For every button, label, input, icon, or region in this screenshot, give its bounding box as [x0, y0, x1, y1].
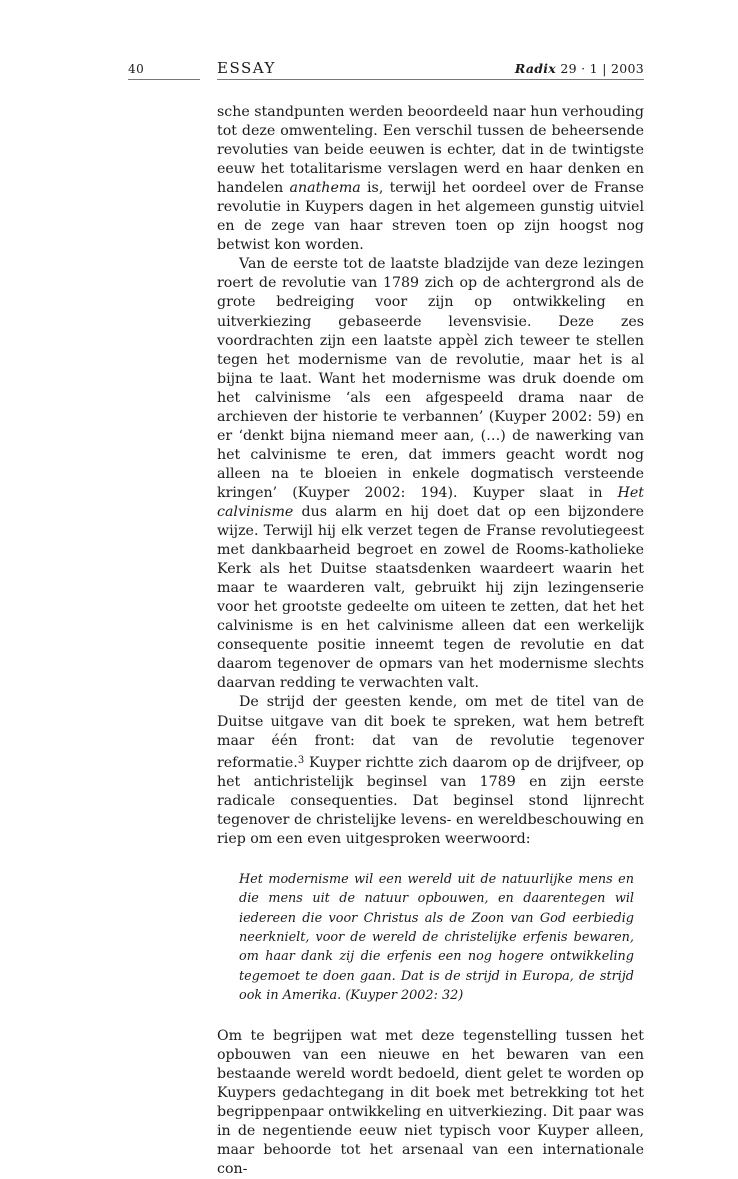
paragraph-2 [217, 255, 644, 693]
paragraph-2-italic: Het calvinisme [217, 484, 644, 520]
running-head [515, 61, 644, 76]
paragraph-1 [217, 103, 644, 255]
section-label: ESSAY [217, 59, 276, 77]
article-body [217, 103, 644, 1179]
paragraph-2-text-end: dus alarm en hij doet dat op een bijzondere wijze. Terwijl hij elk verzet tegen de Franse revolutiegeest met dankbaarheid begroet en zowel de Rooms-katholieke Kerk als het Duitse staatsdenken waardeert waarin het maar te waarderen valt, gebruikt hij zijn lezingenserie voor het grootste gedeelte om uiteen te zetten, dat het het calvinisme is en het calvinisme alleen dat een werkelijk consequente positie inneemt tegen de revolutie en dat daarom tegenover de opmars van het modernisme slechts daarvan redding te verwachten valt. [217, 503, 644, 692]
paragraph-2-text: Van de eerste tot de laatste bladzijde van deze lezingen roert de revolutie van 1789 zich op de achtergrond als de grote bedreiging voor zijn op ontwikkeling en uitverkiezing gebaseerde levensvisie. Deze zes voordrachten zijn een laatste appèl zich teweer te stellen tegen het modernisme van de revolutie, maar het is al bijna te laat. Want het modernisme was druk doende om het calvinisme ‘als een afgespeeld drama naar de archieven der historie te verbannen’ (Kuyper 2002: 59) en er ‘denkt bijna niemand meer aan, (…) de nawerking van het calvinisme te eren, dat immers geacht wordt nog alleen na te bloeien in enkele dogmatisch versteende kringen’ (Kuyper 2002: 194). Kuyper slaat in [217, 256, 644, 501]
block-quote [239, 870, 634, 1006]
paragraph-3-text-end: Kuyper richtte zich daarom op de drijfveer, op het antichristelijk beginsel van 1789 en zijn eerste radicale consequenties. Dat beginsel stond lijnrecht tegenover de christelijke levens- en wereldbeschouwing en riep om een even uitgesproken weerwoord: [217, 754, 644, 847]
page-number: 40 [128, 62, 145, 76]
header-rule-right [217, 79, 644, 80]
journal-title: Radix [514, 61, 557, 76]
footnote-marker: 3 [297, 754, 305, 766]
paragraph-1-italic: anathema [289, 180, 361, 197]
paragraph-1-text-end: is, terwijl het oordeel over de Franse revolutie in Kuypers dagen in het algemeen gunstig uitviel en de zege van haar streven toen op zijn hoogst nog betwist kon worden. [217, 180, 644, 254]
paragraph-3-text: De strijd der geesten kende, om met de titel van de Duitse uitgave van dit boek te spreken, wat hem betreft maar één front: dat van de revolutie tegenover reformatie. [217, 694, 644, 771]
header-rule-left [128, 79, 200, 80]
paragraph-3 [217, 693, 644, 848]
paragraph-1-text: sche standpunten werden beoordeeld naar hun verhouding tot deze omwenteling. Een verschil tussen de beheersende revoluties van beide eeuwen is echter, dat in de twintigste eeuw het totalitarisme verslagen werd en haar denken en handelen [217, 104, 644, 197]
paragraph-4: Om te begrijpen wat met deze tegenstelling tussen het opbouwen van een nieuwe en het bewaren van een bestaande wereld wordt bedoeld, dient gelet te worden op Kuypers gedachtegang in dit boek met betrekking tot het begrippenpaar ontwikkeling en uitverkiezing. Dit paar was in de negentiende eeuw niet typisch voor Kuyper alleen, maar behoorde tot het arsenaal van een internationale con- [217, 1027, 644, 1177]
journal-issue: 29 · 1 | 2003 [560, 61, 644, 76]
block-quote-text: Het modernisme wil een wereld uit de natuurlijke mens en die mens uit de natuur opbouwen, en daarentegen wil iedereen die voor Christus als de Zoon van God eerbiedig neerknielt, voor de wereld de christelijke erfenis bewaren, om haar dank zij die erfenis een nog hogere ontwikkeling tegemoet te doen gaan. Dat is de strijd in Europa, de strijd ook in Amerika. [239, 871, 634, 1004]
block-quote-citation: (Kuyper 2002: 32) [345, 988, 464, 1004]
